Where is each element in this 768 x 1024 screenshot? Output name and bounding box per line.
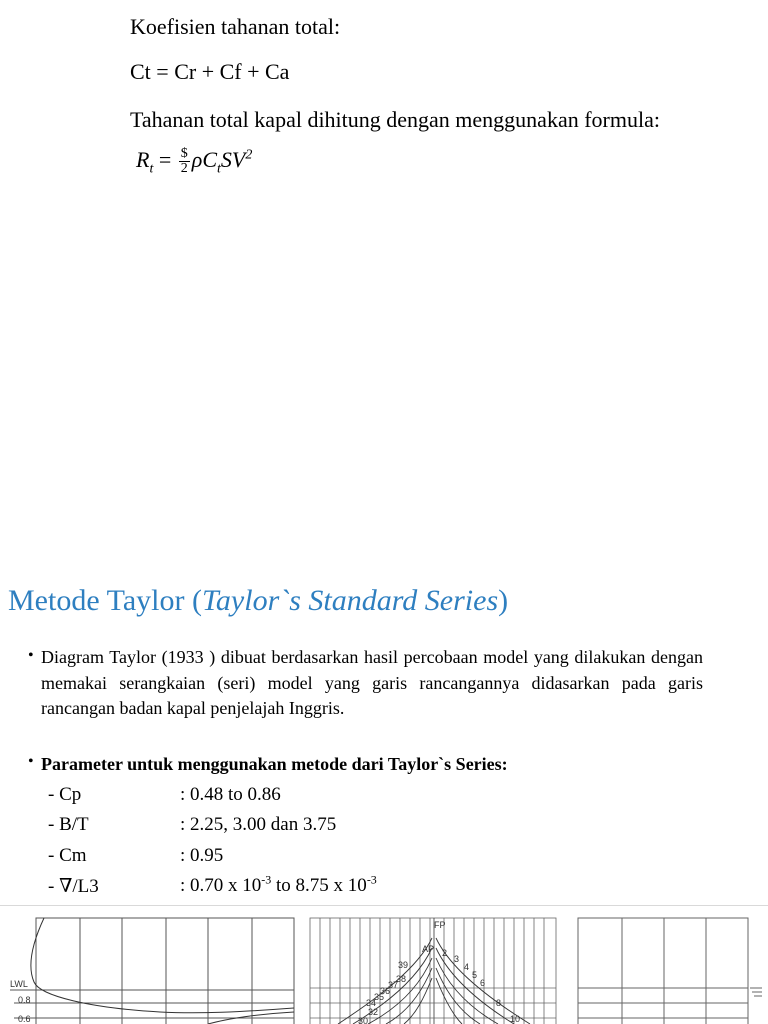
bullet-dot: • — [28, 647, 34, 664]
diagram-grid — [576, 908, 768, 1024]
formula-sv: SV — [220, 147, 246, 172]
label-35: 35 — [374, 992, 385, 1002]
label-8: 8 — [496, 998, 502, 1008]
title-paren-close: ) — [498, 584, 509, 617]
param-value-a: : 0.70 x 10 — [180, 875, 262, 896]
param-value: : 2.25, 3.00 dan 3.75 — [180, 814, 337, 835]
formula-sv-sup: 2 — [245, 147, 253, 163]
label-ap: AP — [422, 944, 435, 954]
param-name: - B/T — [48, 814, 89, 835]
label-fp: FP — [434, 920, 446, 930]
formula-eq: = — [158, 147, 172, 172]
label-y2: 0.6 — [18, 1014, 31, 1024]
text-line-formula-intro: Tahanan total kapal dihitung dengan menggunakan formula: — [130, 107, 660, 132]
param-value-b: to 8.75 x 10 — [271, 875, 367, 896]
divider — [0, 905, 768, 906]
param-value: : 0.48 to 0.86 — [180, 784, 281, 805]
param-exp-b: -3 — [366, 872, 377, 887]
diagram-section-lines — [308, 908, 560, 1024]
formula-c-sub: t — [217, 161, 221, 177]
label-3: 3 — [454, 954, 460, 964]
label-34: 34 — [366, 998, 377, 1008]
label-2: 2 — [442, 948, 448, 958]
bullet-paragraph: Diagram Taylor (1933 ) dibuat berdasarkan hasil percobaan model yang dilakukan dengan memakai serangkaian (seri) model yang garis rancangannya didasarkan pada garis rancangan badan kapal penjelajah Inggris. — [41, 647, 703, 718]
formula-lhs: R — [136, 147, 150, 172]
param-exp-a: -3 — [261, 872, 272, 887]
bullet-parameter-heading: Parameter untuk menggunakan metode dari Taylor`s Series: — [41, 754, 508, 774]
label-lwl: LWL — [10, 979, 28, 989]
label-36: 36 — [380, 986, 391, 996]
label-32: 32 — [368, 1007, 379, 1017]
title-plain: Metode Taylor — [8, 584, 185, 617]
label-6: 6 — [480, 978, 486, 988]
body-plan-svg — [0, 908, 300, 1024]
formula-lhs-sub: t — [149, 161, 154, 177]
title-paren-open: ( — [191, 584, 202, 617]
slide-title — [8, 584, 508, 618]
param-name: - Cm — [48, 845, 87, 866]
resistance-formula — [136, 147, 252, 177]
text-line-equation: Ct = Cr + Cf + Ca — [130, 59, 290, 84]
formula-frac-den: 2 — [180, 161, 188, 177]
title-italic: Taylor`s Standard Series — [201, 584, 499, 617]
label-y1: 0.8 — [18, 995, 31, 1005]
formula-frac-num: $ — [180, 146, 188, 162]
label-38: 38 — [396, 974, 407, 984]
label-39: 39 — [398, 960, 409, 970]
bullet-dot: • — [28, 753, 34, 770]
label-5: 5 — [472, 970, 478, 980]
param-name: - ∇/L3 — [48, 876, 99, 897]
param-value: : 0.95 — [180, 845, 224, 866]
label-37: 37 — [388, 980, 399, 990]
label-4: 4 — [464, 962, 470, 972]
param-value — [180, 872, 377, 897]
label-10: 10 — [510, 1014, 521, 1024]
diagram-body-plan — [0, 908, 300, 1024]
label-30: 30 — [358, 1016, 369, 1024]
formula-rho: ρC — [191, 147, 217, 172]
param-name: - Cp — [48, 784, 82, 805]
grid-svg — [576, 908, 768, 1024]
formula-fraction — [179, 147, 190, 176]
text-line-coefficient: Koefisien tahanan total: — [130, 14, 341, 39]
